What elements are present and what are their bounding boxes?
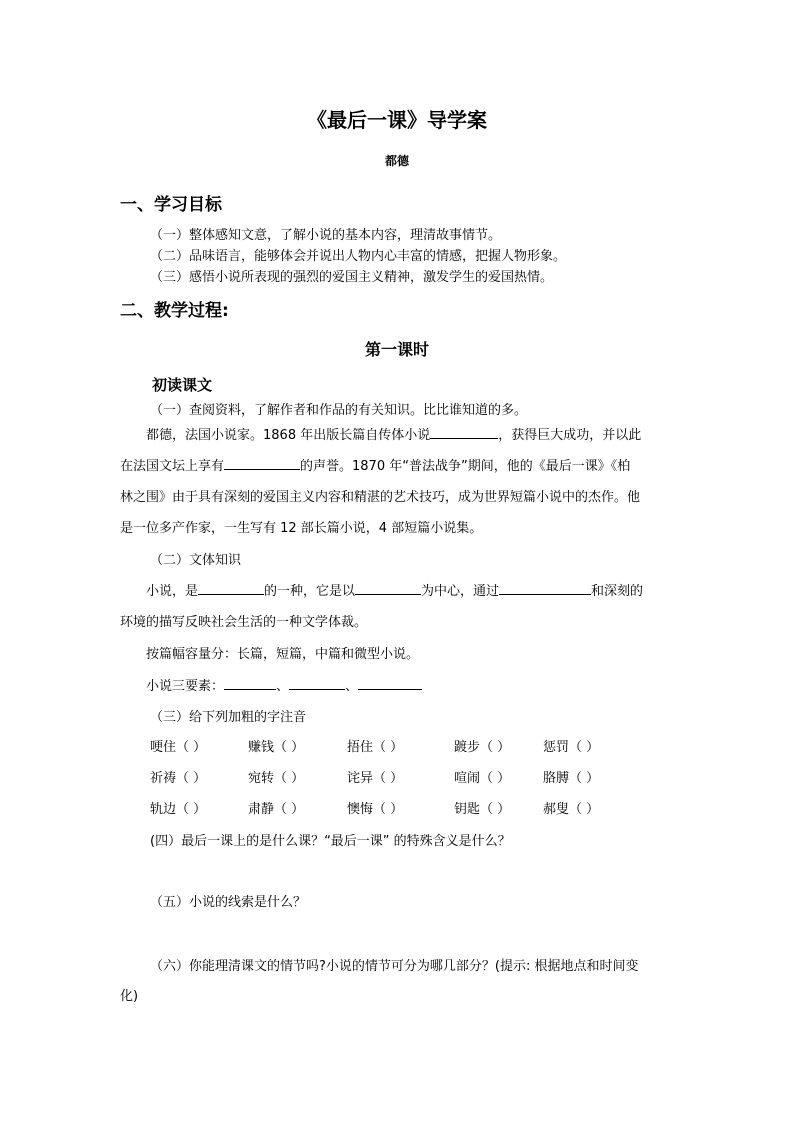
page-title: 《最后一课》导学案 bbox=[307, 108, 487, 132]
answer-blank[interactable] bbox=[198, 581, 264, 595]
genre-text: 小说，是 bbox=[146, 584, 199, 599]
pinyin-item: 诧异（ ） bbox=[347, 771, 404, 786]
answer-blank[interactable] bbox=[289, 676, 345, 690]
goal-item: （三）感悟小说所表现的强烈的爱国主义精神，激发学生的爱国热情。 bbox=[150, 270, 554, 285]
separator: 、 bbox=[276, 679, 290, 694]
bio-text: 在法国文坛上享有 bbox=[120, 459, 225, 474]
bio-text: 的声誉。1870 年“普法战争”期间，他的《最后一课》《柏 bbox=[300, 459, 631, 474]
answer-blank[interactable] bbox=[224, 676, 276, 690]
separator: 、 bbox=[345, 679, 359, 694]
pinyin-item: 轨边（ ） bbox=[150, 802, 207, 817]
question-2: （二）文体知识 bbox=[150, 553, 242, 568]
pinyin-item: 胳膊（ ） bbox=[543, 771, 600, 786]
genre-text: 和深刻的 bbox=[591, 584, 644, 599]
pinyin-item: 肃静（ ） bbox=[248, 802, 305, 817]
bio-line: 林之围》由于具有深刻的爱国主义内容和精湛的艺术技巧，成为世界短篇小说中的杰作。他 bbox=[120, 490, 641, 505]
genre-text: 的一种，它是以 bbox=[264, 584, 356, 599]
genre-line: 环境的描写反映社会生活的一种文学体裁。 bbox=[120, 615, 368, 630]
genre-line bbox=[146, 580, 643, 599]
answer-blank[interactable] bbox=[499, 581, 591, 595]
bio-line: 是一位多产作家，一生写有 12 部长篇小说，4 部短篇小说集。 bbox=[120, 521, 483, 536]
reading-title: 初读课文 bbox=[152, 376, 213, 394]
question-3: （三）给下列加粗的字注音 bbox=[150, 710, 307, 725]
section-heading-process: 二、教学过程: bbox=[120, 301, 229, 321]
goal-item: （二）品味语言，能够体会并说出人物内心丰富的情感，把握人物形象。 bbox=[150, 249, 567, 264]
question-6-continued: 化) bbox=[120, 989, 139, 1004]
answer-blank[interactable] bbox=[355, 581, 421, 595]
genre-text: 小说三要素： bbox=[146, 679, 225, 694]
question-6: （六）你能理清课文的情节吗?小说的情节可分为哪几部分？(提示: 根据地点和时间变 bbox=[150, 959, 639, 974]
pinyin-item: 惩罚（ ） bbox=[543, 740, 600, 755]
genre-line bbox=[146, 675, 422, 694]
pinyin-item: 喧闹（ ） bbox=[454, 771, 511, 786]
pinyin-item: 钥匙（ ） bbox=[454, 802, 511, 817]
pinyin-item: 赚钱（ ） bbox=[248, 740, 305, 755]
bio-text: ，获得巨大成功，并以此 bbox=[498, 428, 642, 443]
section-heading-goals: 一、学习目标 bbox=[120, 195, 222, 215]
pinyin-item: 郝叟（ ） bbox=[543, 802, 600, 817]
author: 都德 bbox=[384, 154, 409, 168]
question-5: （五）小说的线索是什么？ bbox=[150, 895, 307, 910]
genre-line: 按篇幅容量分：长篇，短篇，中篇和微型小说。 bbox=[146, 647, 420, 662]
answer-blank[interactable] bbox=[224, 456, 300, 470]
pinyin-item: 祈祷（ ） bbox=[150, 771, 207, 786]
pinyin-item: 懊悔（ ） bbox=[347, 802, 404, 817]
pinyin-item: 踱步（ ） bbox=[454, 740, 511, 755]
pinyin-item: 宛转（ ） bbox=[248, 771, 305, 786]
bio-line bbox=[146, 424, 641, 443]
pinyin-item: 哽住（ ） bbox=[150, 740, 207, 755]
answer-blank[interactable] bbox=[358, 676, 422, 690]
lesson-title: 第一课时 bbox=[364, 340, 429, 359]
goal-item: （一）整体感知文意，了解小说的基本内容，理清故事情节。 bbox=[150, 228, 502, 243]
genre-text: 为中心，通过 bbox=[421, 584, 500, 599]
bio-line bbox=[120, 455, 630, 474]
question-4: (四）最后一课上的是什么课？“最后一课” 的特殊含义是什么？ bbox=[150, 834, 511, 849]
answer-blank[interactable] bbox=[430, 425, 498, 439]
bio-text: 都德，法国小说家。1868 年出版长篇自传体小说 bbox=[146, 428, 431, 443]
pinyin-item: 捂住（ ） bbox=[347, 740, 404, 755]
question-1: （一）查阅资料，了解作者和作品的有关知识。比比谁知道的多。 bbox=[150, 403, 528, 418]
